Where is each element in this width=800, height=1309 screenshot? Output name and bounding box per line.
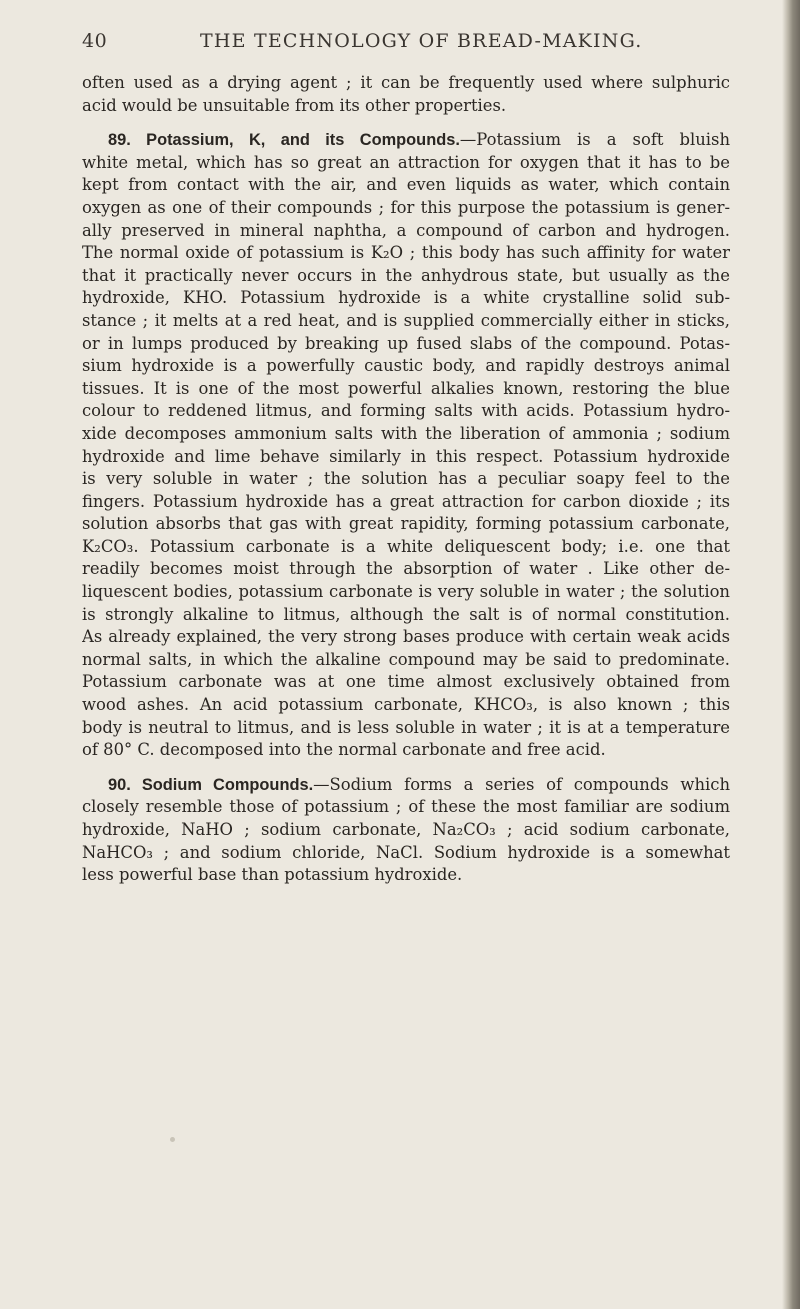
page-number: 40 xyxy=(82,30,108,52)
section-89-paragraph xyxy=(82,129,730,762)
section-89-lead-text: —Potassium is a soft bluish xyxy=(459,130,730,150)
text-line: body is neutral to litmus, and is less soluble in water ; it is at a temperature xyxy=(82,717,730,737)
text-line: of 80° C. decomposed into the normal carbonate and free acid. xyxy=(82,740,606,760)
section-90-paragraph xyxy=(82,774,730,887)
text-line: or in lumps produced by breaking up fused slabs of the compound. Potas- xyxy=(82,333,730,353)
text-line: wood ashes. An acid potassium carbonate, KHCO₃, is also known ; this xyxy=(82,695,730,715)
text-line: tissues. It is one of the most powerful alkalies known, restoring the blue xyxy=(82,378,730,398)
section-90-lead-text: —Sodium forms a series of compounds which xyxy=(313,774,730,794)
text-line: kept from contact with the air, and even liquids as water, which contain xyxy=(82,175,730,195)
continuation-paragraph xyxy=(82,72,730,117)
section-89-heading: 89. Potassium, K, and its Compounds. xyxy=(108,131,460,150)
page-edge-shadow xyxy=(782,0,800,1309)
text-line: readily becomes moist through the absorption of water . Like other de- xyxy=(82,559,730,579)
text-line: ally preserved in mineral naphtha, a compound of carbon and hydrogen. xyxy=(82,220,730,240)
text-line: solution absorbs that gas with great rapidity, forming potassium carbonate, xyxy=(82,514,730,534)
text-line: hydroxide, NaHO ; sodium carbonate, Na₂CO₃ ; acid sodium carbonate, xyxy=(82,820,730,839)
text-line: normal salts, in which the alkaline compound may be said to predominate. xyxy=(82,649,730,669)
text-line: less powerful base than potassium hydroxide. xyxy=(82,865,463,885)
text-line: is strongly alkaline to litmus, although the salt is of normal constitution. xyxy=(82,604,730,624)
text-line: As already explained, the very strong bases produce with certain weak acids xyxy=(82,627,730,647)
section-first-line xyxy=(82,774,730,797)
text-line: colour to reddened litmus, and forming salts with acids. Potassium hydro- xyxy=(82,401,730,421)
book-title: THE TECHNOLOGY OF BREAD-MAKING. xyxy=(200,30,643,52)
text-line: hydroxide and lime behave similarly in this respect. Potassium hydroxide xyxy=(82,446,730,466)
text-line: white metal, which has so great an attraction for oxygen that it has to be xyxy=(82,152,730,172)
text-line: K₂CO₃. Potassium carbonate is a white deliquescent body; i.e. one that xyxy=(82,536,730,556)
text-line: that it practically never occurs in the anhydrous state, but usually as the xyxy=(82,265,730,285)
text-line: oxygen as one of their compounds ; for this purpose the potassium is gener- xyxy=(82,197,730,217)
text-line: is very soluble in water ; the solution has a peculiar soapy feel to the xyxy=(82,469,730,489)
running-header xyxy=(82,30,722,60)
text-line: liquescent bodies, potassium carbonate is very soluble in water ; the solution xyxy=(82,582,730,602)
text-line: The normal oxide of potassium is K₂O ; this body has such affinity for water xyxy=(82,243,730,263)
text-line: xide decomposes ammonium salts with the liberation of ammonia ; sodium xyxy=(82,423,730,443)
text-line: stance ; it melts at a red heat, and is supplied commercially either in sticks, xyxy=(82,310,730,330)
section-90-heading: 90. Sodium Compounds. xyxy=(108,775,314,794)
text-line: Potassium carbonate was at one time almost exclusively obtained from xyxy=(82,672,730,692)
text-line: NaHCO₃ ; and sodium chloride, NaCl. Sodium hydroxide is a somewhat xyxy=(82,842,730,862)
text-line: sium hydroxide is a powerfully caustic body, and rapidly destroys animal xyxy=(82,356,730,376)
text-line: fingers. Potassium hydroxide has a great attraction for carbon dioxide ; its xyxy=(82,491,730,511)
text-line: closely resemble those of potassium ; of these the most familiar are sodium xyxy=(82,797,730,817)
text-line: acid would be unsuitable from its other properties. xyxy=(82,95,507,115)
text-line: hydroxide, KHO. Potassium hydroxide is a white crystalline solid sub- xyxy=(82,288,730,308)
body-text xyxy=(82,72,730,887)
text-line: often used as a drying agent ; it can be frequently used where sulphuric xyxy=(82,73,730,92)
section-first-line xyxy=(82,129,730,152)
page-speck xyxy=(170,1137,175,1142)
